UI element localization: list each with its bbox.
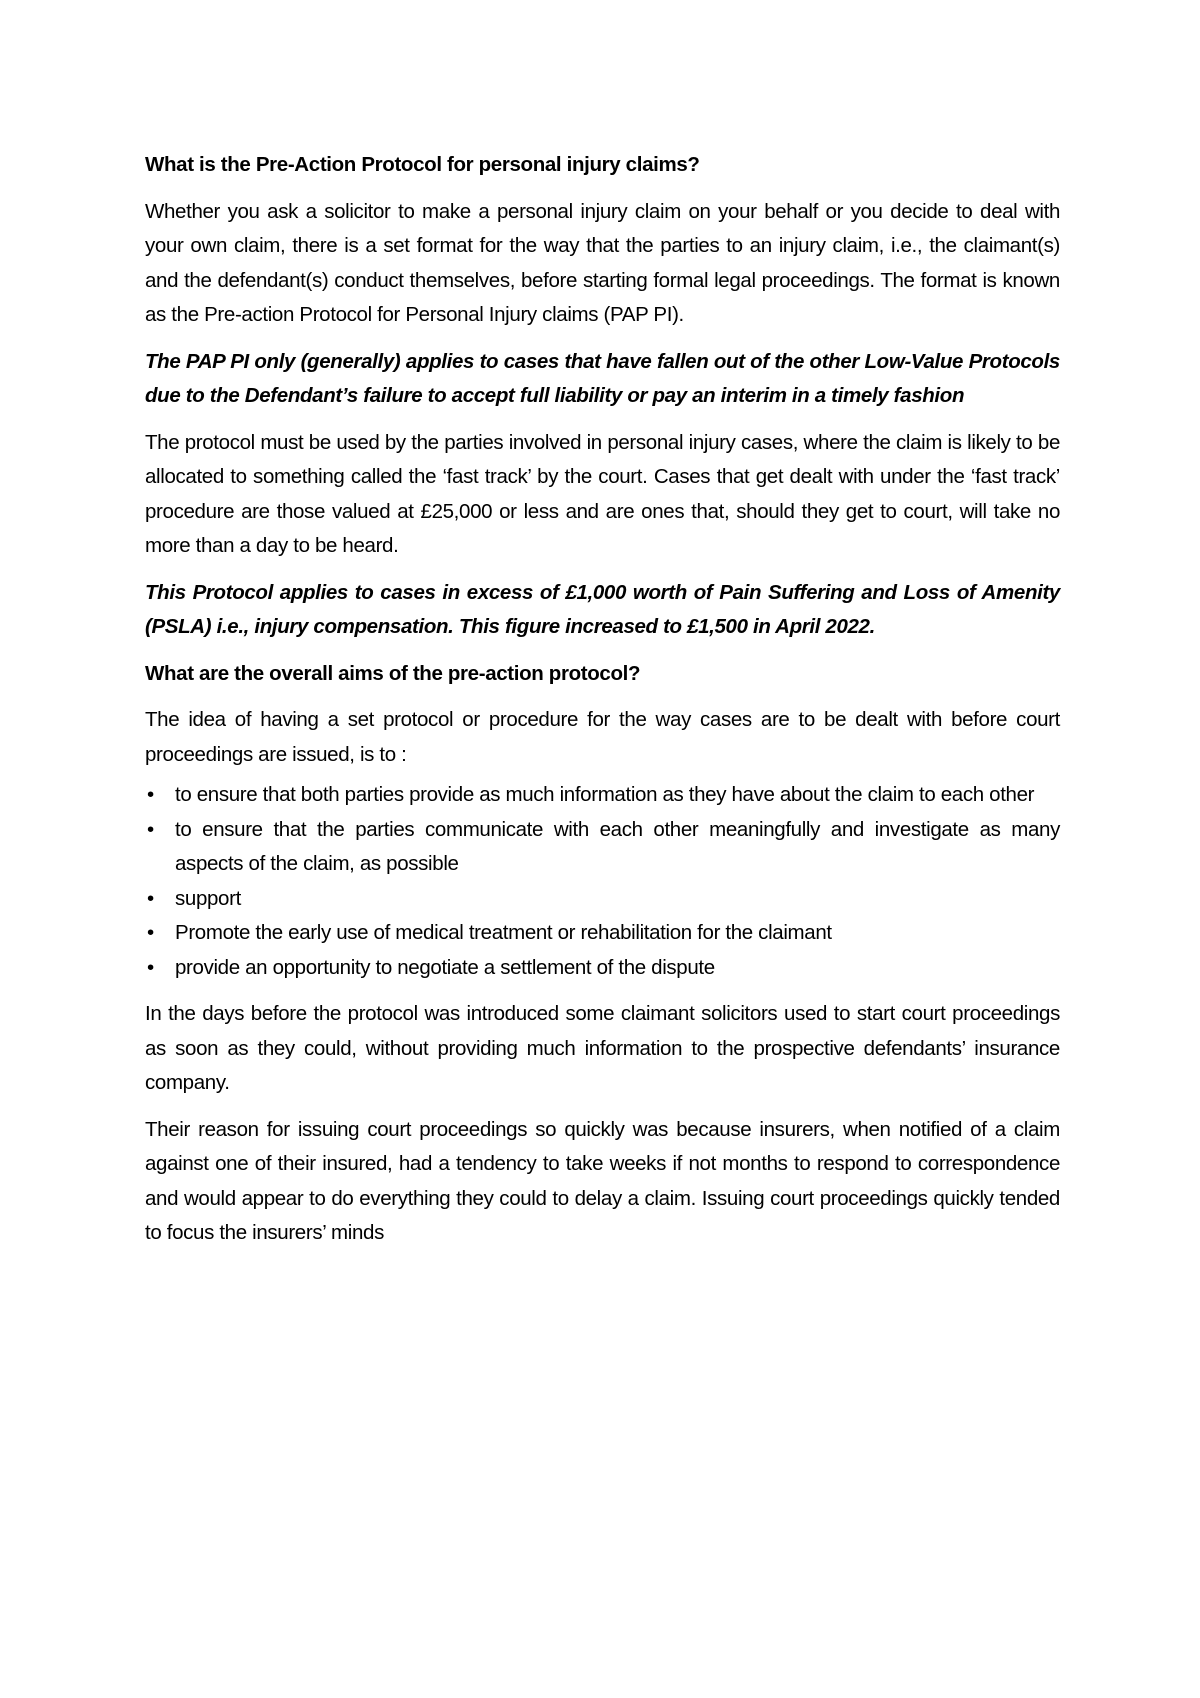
paragraph-psla-threshold: This Protocol applies to cases in excess of £1,000 worth of Pain Suffering and Loss of Amenity (PSLA) i.e., injury compensation. This figure increased to £1,500 in April 2022. xyxy=(145,580,1060,638)
document-page xyxy=(145,148,1060,1263)
paragraph-history: In the days before the protocol was introduced some claimant solicitors used to start court proceedings as soon as they could, without providing much information to the prospective defendants’ insurance company. xyxy=(145,1002,1060,1094)
bullet-icon: • xyxy=(147,921,154,944)
list-item-text: Promote the early use of medical treatment or rehabilitation for the claimant xyxy=(175,921,832,944)
heading-pre-action-protocol: What is the Pre-Action Protocol for personal injury claims? xyxy=(145,153,700,176)
list-item-text: to ensure that both parties provide as much information as they have about the claim to each other xyxy=(175,783,1035,806)
list-item-text: support xyxy=(175,886,241,910)
list-item xyxy=(145,882,1060,917)
paragraph-insurer-delays: Their reason for issuing court proceedings so quickly was because insurers, when notified of a claim against one of their insured, had a tendency to take weeks if not months to respond to correspondence and would appear to do everything they could to delay a claim. Issuing court proceedings quickly tended to focus the insurers’ minds xyxy=(145,1117,1060,1244)
list-item xyxy=(145,916,1060,951)
paragraph-fast-track: The protocol must be used by the parties involved in personal injury cases, where the claim is likely to be allocated to something called the ‘fast track’ by the court. Cases that get dealt with under the ‘fast track’ procedure are those valued at £25,000 or less and are ones that, should they get to court, will take no more than a day to be heard. xyxy=(145,430,1060,557)
bullet-icon: • xyxy=(147,783,154,806)
paragraph-intro: Whether you ask a solicitor to make a personal injury claim on your behalf or you decide to deal with your own claim, there is a set format for the way that the parties to an injury claim, i.e., the claimant(s) and the defendant(s) conduct themselves, before starting formal legal proceedings. The format is known as the Pre-action Protocol for Personal Injury claims (PAP PI). xyxy=(145,199,1060,326)
paragraph-aims-intro: The idea of having a set protocol or procedure for the way cases are to be dealt with before court proceedings are issued, is to : xyxy=(145,708,1060,766)
heading-overall-aims: What are the overall aims of the pre-action protocol? xyxy=(145,661,641,685)
list-item xyxy=(145,778,1060,813)
bullet-icon: • xyxy=(147,817,154,841)
paragraph-pap-pi-scope: The PAP PI only (generally) applies to cases that have fallen out of the other Low-Value Protocols due to the Defendant’s failure to accept full liability or pay an interim in a timely fashion xyxy=(145,349,1060,407)
list-item-text: to ensure that the parties communicate with each other meaningfully and investigate as many aspects of the claim, as possible xyxy=(175,817,1060,875)
list-item xyxy=(145,813,1060,882)
aims-list xyxy=(145,778,1060,985)
bullet-icon: • xyxy=(147,886,154,910)
list-item xyxy=(145,951,1060,986)
list-item-text: provide an opportunity to negotiate a settlement of the dispute xyxy=(175,955,715,979)
bullet-icon: • xyxy=(147,955,154,979)
